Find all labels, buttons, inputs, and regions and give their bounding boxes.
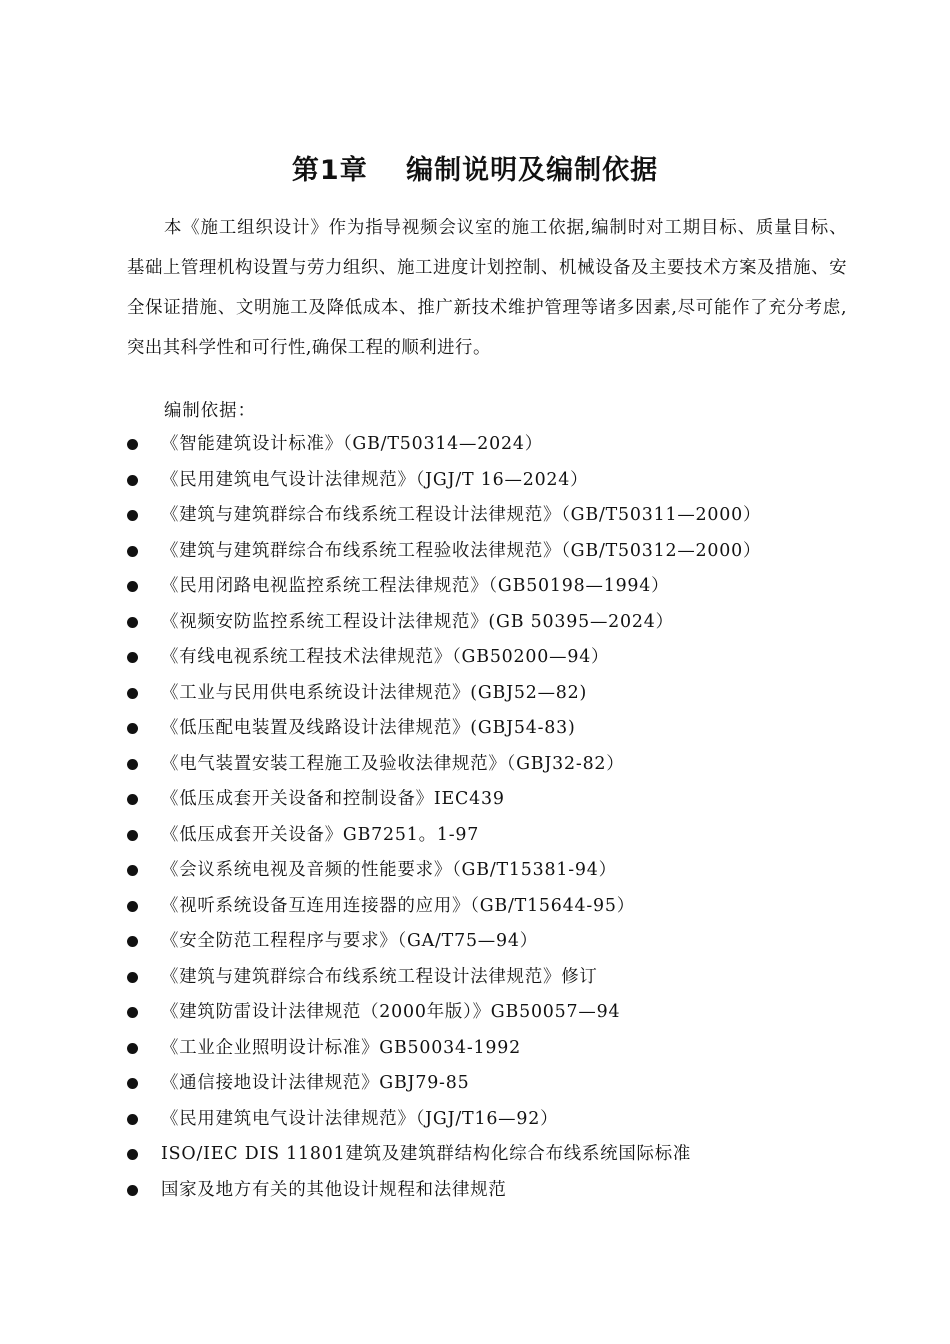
list-item [127,1137,867,1173]
bullet-icon [127,1149,138,1160]
basis-label: 编制依据： [164,401,256,421]
chapter-title: 第1章 编制说明及编制依据 [291,155,659,186]
bullet-icon [127,617,138,628]
reference-text: 《建筑与建筑群综合布线系统工程设计法律规范》（GB/T50311—2000） [161,505,762,525]
bullet-icon [127,1114,138,1125]
reference-text: 《安全防范工程程序与要求》（GA/T75—94） [161,931,538,951]
reference-text: 《通信接地设计法律规范》GBJ79-85 [161,1073,470,1093]
list-item [127,889,867,925]
bullet-icon [127,1185,138,1196]
bullet-icon [127,546,138,557]
reference-text: 《低压配电装置及线路设计法律规范》(GBJ54-83) [161,718,576,738]
bullet-icon [127,510,138,521]
bullet-icon [127,865,138,876]
reference-text: 《建筑与建筑群综合布线系统工程设计法律规范》修订 [161,966,598,987]
list-item [127,534,867,570]
reference-text: 《民用建筑电气设计法律规范》（JGJ/T 16—2024） [161,469,589,490]
list-item [127,1031,867,1067]
list-item [127,1102,867,1138]
list-item [127,569,867,605]
bullet-icon [127,688,138,699]
reference-text: 《有线电视系统工程技术法律规范》（GB50200—94） [161,647,610,667]
intro-paragraph: 本《施工组织设计》作为指导视频会议室的施工依据,编制时对工期目标、质量目标、基础上管理机构设置与劳力组织、施工进度计划控制、机械设备及主要技术方案及措施、安全保证措施、文明施工及降低成本、推广新技术维护管理等诸多因素,尽可能作了充分考虑,突出其科学性和可行性,确保工程的顺利进行。 [127,218,847,358]
reference-text: 《视听系统设备互连用连接器的应用》（GB/T15644-95） [161,895,635,916]
reference-text: 《建筑防雷设计法律规范（2000年版）》GB50057—94 [161,1002,621,1022]
reference-text: 《工业与民用供电系统设计法律规范》(GBJ52—82) [161,682,588,703]
list-item [127,995,867,1031]
bullet-icon [127,1007,138,1018]
reference-text: 《民用建筑电气设计法律规范》（JGJ/T16—92） [161,1108,559,1129]
reference-text: 《工业企业照明设计标准》GB50034-1992 [161,1037,522,1058]
reference-text: 《建筑与建筑群综合布线系统工程验收法律规范》（GB/T50312—2000） [161,540,762,561]
reference-text: ISO/IEC DIS 11801建筑及建筑群结构化综合布线系统国际标准 [161,1144,692,1164]
reference-text: 国家及地方有关的其他设计规程和法律规范 [161,1179,507,1200]
reference-list [127,427,867,1208]
reference-text: 《低压成套开关设备》GB7251。1-97 [161,824,480,845]
list-item [127,605,867,641]
list-item [127,498,867,534]
reference-text: 《电气装置安装工程施工及验收法律规范》（GBJ32-82） [161,753,625,774]
bullet-icon [127,794,138,805]
reference-text: 《智能建筑设计标准》（GB/T50314—2024） [161,434,543,454]
list-item [127,1066,867,1102]
list-item [127,1173,867,1209]
reference-text: 《会议系统电视及音频的性能要求》（GB/T15381-94） [161,860,617,880]
reference-text: 《视频安防监控系统工程设计法律规范》(GB 50395—2024） [161,611,674,632]
bullet-icon [127,475,138,486]
list-item [127,640,867,676]
reference-text: 《民用闭路电视监控系统工程法律规范》（GB50198—1994） [161,576,670,596]
bullet-icon [127,1043,138,1054]
bullet-icon [127,936,138,947]
bullet-icon [127,439,138,450]
list-item [127,853,867,889]
list-item [127,427,867,463]
list-item [127,676,867,712]
reference-text: 《低压成套开关设备和控制设备》IEC439 [161,789,505,809]
bullet-icon [127,1078,138,1089]
list-item [127,960,867,996]
list-item [127,747,867,783]
bullet-icon [127,901,138,912]
list-item [127,463,867,499]
bullet-icon [127,972,138,983]
bullet-icon [127,581,138,592]
bullet-icon [127,830,138,841]
list-item [127,782,867,818]
bullet-icon [127,759,138,770]
list-item [127,924,867,960]
bullet-icon [127,723,138,734]
bullet-icon [127,652,138,663]
list-item [127,818,867,854]
list-item [127,711,867,747]
